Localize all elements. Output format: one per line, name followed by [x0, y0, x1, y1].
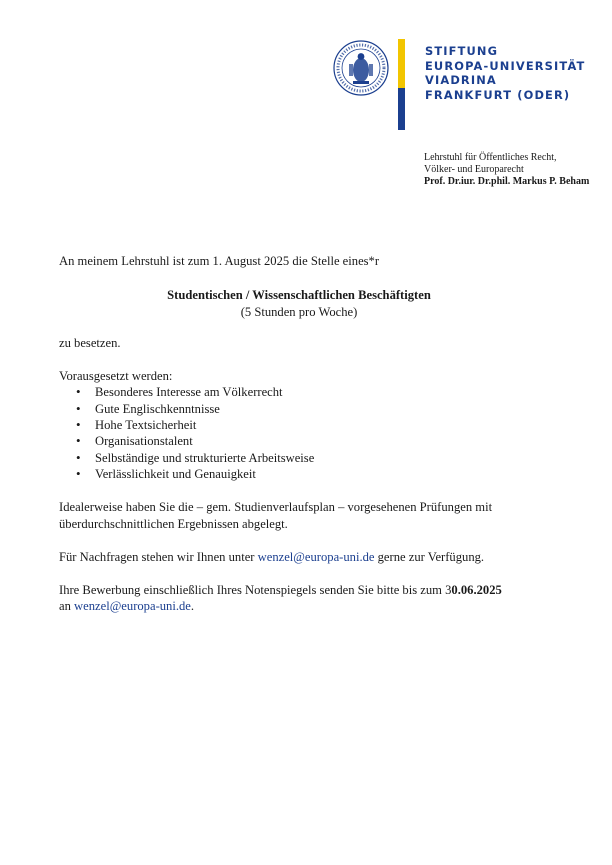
position-hours: (5 Stunden pro Woche) [240, 304, 358, 319]
institution-name [425, 44, 585, 102]
questions-after: gerne zur Verfügung. [374, 549, 485, 564]
requirement-item: • Gute Englischkenntnisse [59, 401, 539, 417]
logo-yellow-bar [398, 39, 405, 88]
requirements-heading: Vorausgesetzt werden: [59, 369, 173, 384]
ideal-line-1: Idealerweise haben Sie die – gem. Studienverlaufsplan – vorgesehenen Prüfungen mit [59, 500, 493, 515]
application-before: Ihre Bewerbung einschließlich Ihres Notenspiegels senden Sie bitte bis zum 3 [59, 583, 452, 598]
questions-text [59, 549, 539, 565]
logo-blue-bar [398, 88, 405, 130]
contact-email-link[interactable]: wenzel@europa-uni.de [257, 549, 375, 564]
questions-before: Für Nachfragen stehen wir Ihnen unter [59, 549, 258, 564]
chair-info [424, 152, 589, 188]
chair-line-1: Lehrstuhl für Öffentliches Recht, [424, 152, 557, 163]
institution-line-3: VIADRINA [425, 73, 497, 88]
institution-line-2: EUROPA-UNIVERSITÄT [425, 58, 586, 73]
requirement-item: • Verlässlichkeit und Genauigkeit [59, 466, 539, 482]
to-fill-text: zu besetzen. [59, 335, 121, 350]
requirement-item: • Besonderes Interesse am Völkerrecht [59, 384, 539, 400]
requirement-item: • Hohe Textsicherheit [59, 417, 539, 433]
institution-line-1: STIFTUNG [425, 44, 499, 58]
requirements-list [59, 384, 539, 482]
requirement-item: • Organisationstalent [59, 433, 539, 449]
requirement-item: • Selbständige und strukturierte Arbeitsweise [59, 450, 539, 466]
university-seal-icon [333, 40, 389, 96]
application-to: an [59, 599, 75, 614]
ideal-text [59, 499, 539, 532]
application-end: . [190, 599, 195, 614]
intro-text: An meinem Lehrstuhl ist zum 1. August 2025 die Stelle eines*r [59, 254, 380, 268]
chair-line-2: Völker- und Europarecht [424, 164, 524, 175]
ideal-line-2: überdurchschnittlichen Ergebnissen abgelegt. [59, 516, 288, 531]
professor-name: Prof. Dr.iur. Dr.phil. Markus P. Beham [424, 176, 590, 187]
position-title-block [59, 287, 539, 320]
application-email-link[interactable]: wenzel@europa-uni.de [74, 599, 191, 614]
application-deadline: 0.06.2025 [451, 583, 502, 598]
institution-line-4: FRANKFURT (ODER) [425, 87, 571, 102]
letter-body [59, 253, 539, 615]
position-title: Studentischen / Wissenschaftlichen Beschäftigten [167, 288, 431, 303]
application-text [59, 582, 539, 615]
